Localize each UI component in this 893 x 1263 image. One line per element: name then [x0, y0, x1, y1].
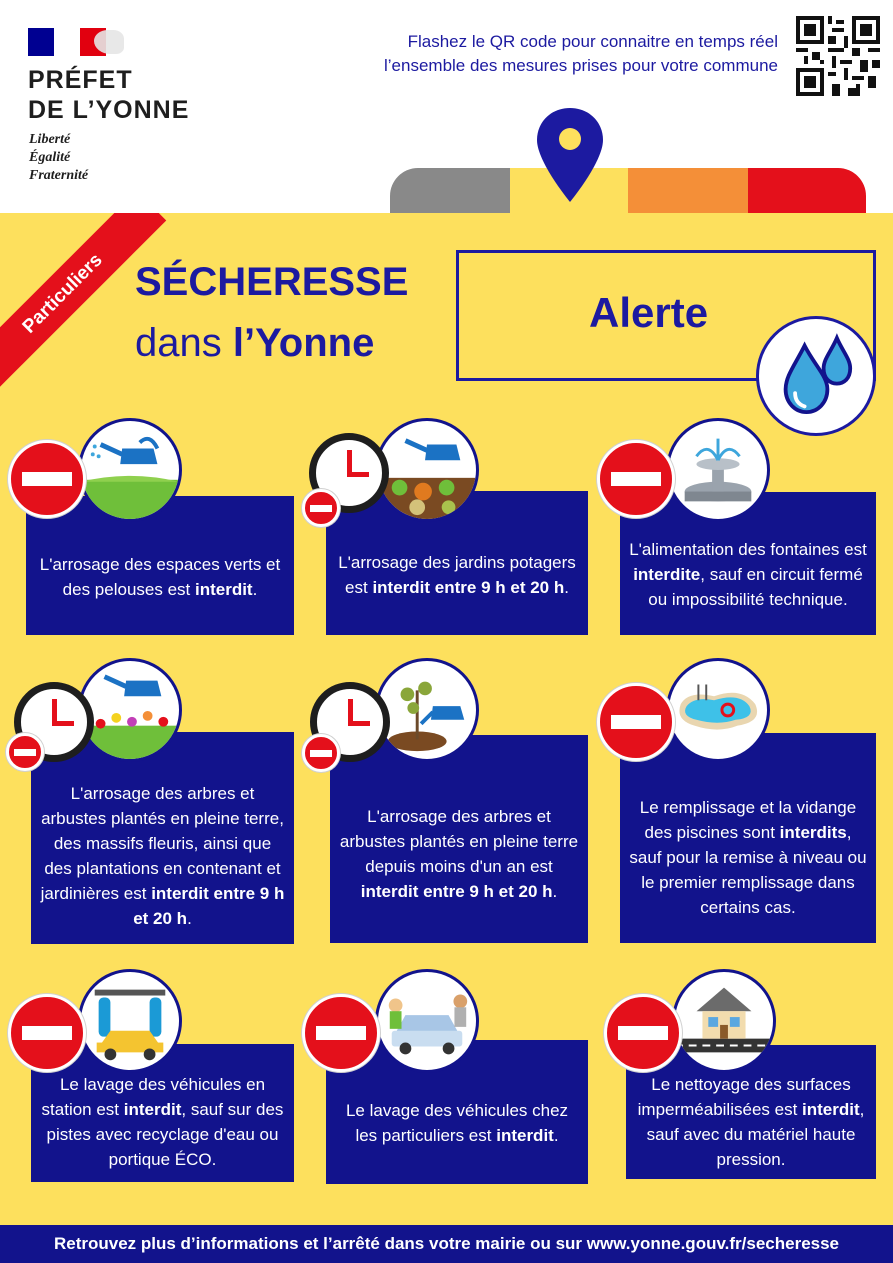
no-entry-icon	[6, 733, 44, 771]
no-entry-icon	[302, 734, 340, 772]
water-drops-icon	[756, 316, 876, 436]
rule-text-lawn: L'arrosage des espaces verts et des pelouses est interdit.	[39, 554, 281, 599]
no-entry-icon	[302, 994, 380, 1072]
rule-text-pools: Le remplissage et la vidange des piscines sont interdits, sauf pour la remise à niveau ou le premier remplissage dans certains cas.	[629, 797, 867, 917]
car-wash-station-icon	[78, 969, 182, 1073]
rule-text-young-trees: L'arrosage des arbres et arbustes plantés en pleine terre depuis moins d'un an est interdit entre 9 h et 20 h.	[339, 807, 579, 901]
rule-card-lawn	[26, 496, 294, 635]
rule-card-car-wash-station	[31, 1044, 294, 1182]
rule-text-impermeable-surfaces: Le nettoyage des surfaces imperméabilisées est interdit, sauf avec du matériel haute pression.	[637, 1075, 865, 1169]
house-driveway-icon	[672, 969, 776, 1073]
qr-instruction-line1: Flashez le QR code pour connaitre en temps réel	[407, 32, 778, 51]
devise	[29, 131, 88, 185]
swimming-pool-icon	[666, 658, 770, 762]
rule-card-young-trees	[330, 735, 588, 943]
gauge-level-crise	[748, 168, 866, 213]
title-dans-yonne	[135, 321, 374, 366]
no-entry-icon	[597, 683, 675, 761]
no-entry-icon	[604, 994, 682, 1072]
rule-text-vegetable-garden: L'arrosage des jardins potagers est interdit entre 9 h et 20 h.	[338, 553, 576, 597]
no-entry-icon	[302, 489, 340, 527]
rule-card-vegetable-garden	[326, 491, 588, 635]
rule-text-fountains: L'alimentation des fontaines est interdite, sauf en circuit fermé ou impossibilité technique.	[629, 540, 867, 609]
watering-lawn-icon	[78, 418, 182, 522]
watering-vegetable-garden-icon	[375, 418, 479, 522]
title-prefix: dans	[135, 321, 233, 365]
washing-car-at-home-icon	[375, 969, 479, 1073]
republic-flag-logo	[28, 28, 106, 56]
no-entry-icon	[8, 440, 86, 518]
header	[0, 0, 893, 213]
rule-card-fountains	[620, 492, 876, 635]
alert-level-label: Alerte	[589, 289, 709, 336]
rule-text-car-wash-home: Le lavage des véhicules chez les particuliers est interdit.	[345, 1101, 569, 1145]
devise-egalite: Égalité	[29, 150, 71, 165]
prefet-title-line1: PRÉFET	[28, 66, 133, 94]
qr-instruction-line2: l’ensemble des mesures prises pour votre commune	[383, 56, 778, 75]
qr-code[interactable]	[796, 16, 880, 96]
qr-instruction	[290, 30, 778, 78]
rule-card-pools	[620, 733, 876, 943]
devise-liberte: Liberté	[29, 132, 71, 147]
watering-flowers-icon	[78, 658, 182, 762]
marianne-icon	[94, 30, 124, 54]
no-entry-icon	[597, 440, 675, 518]
prefet-title-line2: DE L’YONNE	[28, 96, 190, 124]
title-yonne: l’Yonne	[232, 321, 375, 365]
gauge-level-alerte-renforcee	[628, 168, 748, 213]
rule-text-car-wash-station: Le lavage des véhicules en station est interdit, sauf sur des pistes avec recyclage d'eau ou portique ÉCO.	[41, 1075, 284, 1169]
gauge-level-vigilance	[390, 168, 510, 213]
footer-info: Retrouvez plus d’informations et l’arrêté dans votre mairie ou sur www.yonne.gouv.fr/secheresse	[0, 1225, 893, 1263]
rule-card-flowers	[31, 732, 294, 944]
audience-ribbon: Particuliers	[0, 213, 166, 397]
fountain-icon	[666, 418, 770, 522]
devise-fraternite: Fraternité	[29, 168, 89, 183]
no-entry-icon	[8, 994, 86, 1072]
rule-text-flowers: L'arrosage des arbres et arbustes plantés en pleine terre, des massifs fleuris, ainsi que des plantations en contenant et jardinières est interdit entre 9 h et 20 h.	[40, 784, 285, 928]
map-pin-icon	[535, 106, 605, 204]
title-secheresse: SÉCHERESSE	[135, 260, 409, 304]
watering-young-tree-icon	[375, 658, 479, 762]
